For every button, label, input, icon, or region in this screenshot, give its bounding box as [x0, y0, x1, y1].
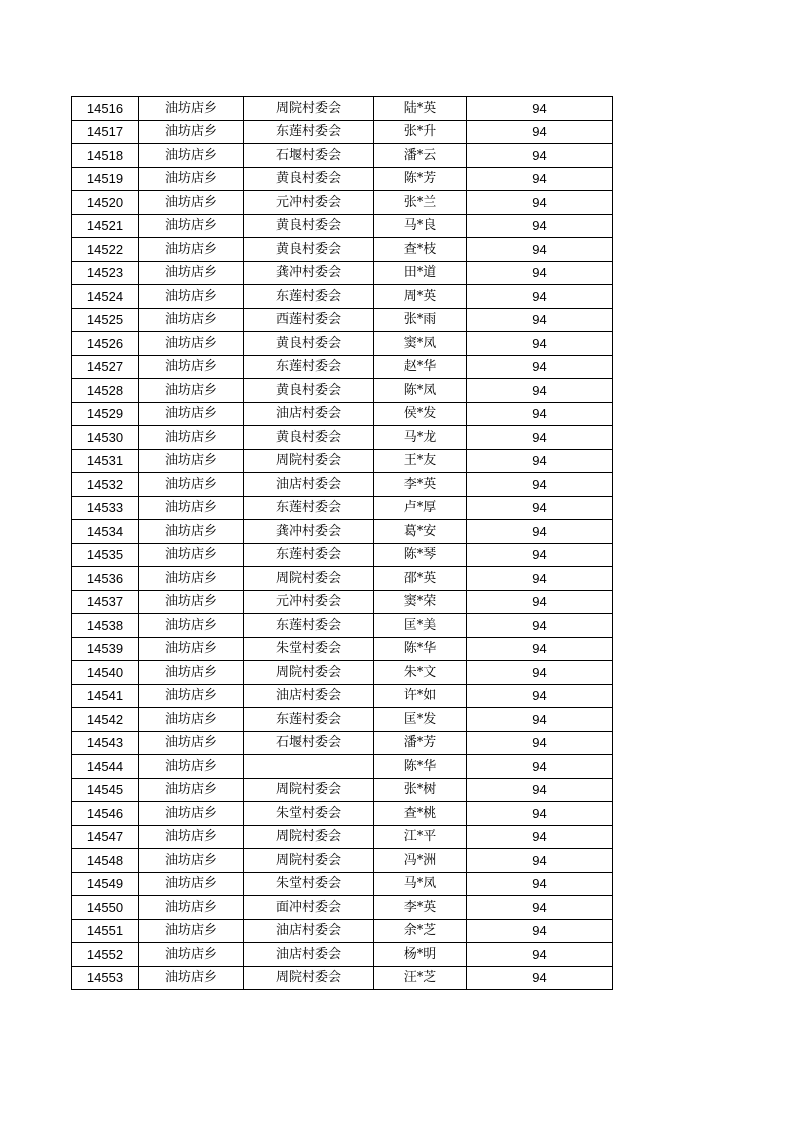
- table-row: [72, 144, 613, 168]
- township-cell: 油坊店乡: [139, 614, 244, 638]
- amount-cell: 94: [467, 97, 613, 121]
- table-row: [72, 825, 613, 849]
- table-row: [72, 379, 613, 403]
- table-row: [72, 802, 613, 826]
- table-row: [72, 543, 613, 567]
- village-committee-cell: 黄良村委会: [244, 379, 374, 403]
- record-id-cell: 14542: [72, 708, 139, 732]
- record-id-cell: 14519: [72, 167, 139, 191]
- person-name-cell: 陈*凤: [374, 379, 467, 403]
- amount-cell: 94: [467, 214, 613, 238]
- amount-cell: 94: [467, 379, 613, 403]
- township-cell: 油坊店乡: [139, 426, 244, 450]
- record-id-cell: 14544: [72, 755, 139, 779]
- record-id-cell: 14520: [72, 191, 139, 215]
- amount-cell: 94: [467, 849, 613, 873]
- amount-cell: 94: [467, 731, 613, 755]
- township-cell: 油坊店乡: [139, 872, 244, 896]
- table-row: [72, 214, 613, 238]
- village-committee-cell: 黄良村委会: [244, 426, 374, 450]
- village-committee-cell: 周院村委会: [244, 449, 374, 473]
- village-committee-cell: 油店村委会: [244, 943, 374, 967]
- township-cell: 油坊店乡: [139, 308, 244, 332]
- person-name-cell: 陈*琴: [374, 543, 467, 567]
- village-committee-cell: 龚冲村委会: [244, 520, 374, 544]
- township-cell: 油坊店乡: [139, 379, 244, 403]
- amount-cell: 94: [467, 520, 613, 544]
- amount-cell: 94: [467, 567, 613, 591]
- table-row: [72, 661, 613, 685]
- village-committee-cell: 西莲村委会: [244, 308, 374, 332]
- record-id-cell: 14522: [72, 238, 139, 262]
- amount-cell: 94: [467, 426, 613, 450]
- record-id-cell: 14546: [72, 802, 139, 826]
- table-row: [72, 590, 613, 614]
- village-committee-cell: 周院村委会: [244, 97, 374, 121]
- person-name-cell: 李*英: [374, 896, 467, 920]
- village-committee-cell: 朱堂村委会: [244, 637, 374, 661]
- roster-table-body: [72, 97, 613, 990]
- person-name-cell: 窦*荣: [374, 590, 467, 614]
- person-name-cell: 许*如: [374, 684, 467, 708]
- record-id-cell: 14523: [72, 261, 139, 285]
- amount-cell: 94: [467, 614, 613, 638]
- village-committee-cell: 元冲村委会: [244, 191, 374, 215]
- person-name-cell: 查*枝: [374, 238, 467, 262]
- township-cell: 油坊店乡: [139, 355, 244, 379]
- township-cell: 油坊店乡: [139, 449, 244, 473]
- table-row: [72, 285, 613, 309]
- record-id-cell: 14532: [72, 473, 139, 497]
- amount-cell: 94: [467, 191, 613, 215]
- table-row: [72, 167, 613, 191]
- record-id-cell: 14528: [72, 379, 139, 403]
- amount-cell: 94: [467, 238, 613, 262]
- village-committee-cell: 周院村委会: [244, 567, 374, 591]
- person-name-cell: 葛*安: [374, 520, 467, 544]
- table-row: [72, 426, 613, 450]
- person-name-cell: 陆*英: [374, 97, 467, 121]
- person-name-cell: 匡*美: [374, 614, 467, 638]
- person-name-cell: 陈*芳: [374, 167, 467, 191]
- person-name-cell: 马*凤: [374, 872, 467, 896]
- record-id-cell: 14543: [72, 731, 139, 755]
- person-name-cell: 陈*华: [374, 637, 467, 661]
- table-row: [72, 473, 613, 497]
- village-committee-cell: 周院村委会: [244, 825, 374, 849]
- record-id-cell: 14516: [72, 97, 139, 121]
- township-cell: 油坊店乡: [139, 708, 244, 732]
- amount-cell: 94: [467, 684, 613, 708]
- table-row: [72, 637, 613, 661]
- person-name-cell: 匡*发: [374, 708, 467, 732]
- amount-cell: 94: [467, 543, 613, 567]
- record-id-cell: 14518: [72, 144, 139, 168]
- person-name-cell: 张*雨: [374, 308, 467, 332]
- person-name-cell: 侯*发: [374, 402, 467, 426]
- amount-cell: 94: [467, 496, 613, 520]
- township-cell: 油坊店乡: [139, 120, 244, 144]
- township-cell: 油坊店乡: [139, 520, 244, 544]
- village-committee-cell: 周院村委会: [244, 966, 374, 990]
- village-committee-cell: 周院村委会: [244, 849, 374, 873]
- village-committee-cell: 黄良村委会: [244, 332, 374, 356]
- record-id-cell: 14537: [72, 590, 139, 614]
- township-cell: 油坊店乡: [139, 966, 244, 990]
- amount-cell: 94: [467, 332, 613, 356]
- table-row: [72, 614, 613, 638]
- person-name-cell: 查*桃: [374, 802, 467, 826]
- table-row: [72, 402, 613, 426]
- table-row: [72, 332, 613, 356]
- amount-cell: 94: [467, 167, 613, 191]
- amount-cell: 94: [467, 919, 613, 943]
- record-id-cell: 14536: [72, 567, 139, 591]
- village-committee-cell: 东莲村委会: [244, 120, 374, 144]
- township-cell: 油坊店乡: [139, 637, 244, 661]
- village-committee-cell: 东莲村委会: [244, 285, 374, 309]
- person-name-cell: 周*英: [374, 285, 467, 309]
- record-id-cell: 14541: [72, 684, 139, 708]
- village-committee-cell: 黄良村委会: [244, 167, 374, 191]
- village-committee-cell: 石堰村委会: [244, 144, 374, 168]
- record-id-cell: 14533: [72, 496, 139, 520]
- amount-cell: 94: [467, 285, 613, 309]
- amount-cell: 94: [467, 308, 613, 332]
- township-cell: 油坊店乡: [139, 684, 244, 708]
- township-cell: 油坊店乡: [139, 896, 244, 920]
- township-cell: 油坊店乡: [139, 97, 244, 121]
- amount-cell: 94: [467, 966, 613, 990]
- township-cell: 油坊店乡: [139, 943, 244, 967]
- table-row: [72, 684, 613, 708]
- person-name-cell: 田*道: [374, 261, 467, 285]
- table-row: [72, 567, 613, 591]
- township-cell: 油坊店乡: [139, 214, 244, 238]
- person-name-cell: 李*英: [374, 473, 467, 497]
- village-committee-cell: 黄良村委会: [244, 238, 374, 262]
- record-id-cell: 14539: [72, 637, 139, 661]
- amount-cell: 94: [467, 355, 613, 379]
- table-row: [72, 520, 613, 544]
- table-row: [72, 120, 613, 144]
- township-cell: 油坊店乡: [139, 802, 244, 826]
- village-committee-cell: 石堰村委会: [244, 731, 374, 755]
- person-name-cell: 张*树: [374, 778, 467, 802]
- table-row: [72, 308, 613, 332]
- record-id-cell: 14527: [72, 355, 139, 379]
- record-id-cell: 14553: [72, 966, 139, 990]
- amount-cell: 94: [467, 449, 613, 473]
- village-committee-cell: 东莲村委会: [244, 543, 374, 567]
- amount-cell: 94: [467, 872, 613, 896]
- village-committee-cell: 龚冲村委会: [244, 261, 374, 285]
- record-id-cell: 14538: [72, 614, 139, 638]
- person-name-cell: 王*友: [374, 449, 467, 473]
- township-cell: 油坊店乡: [139, 402, 244, 426]
- village-committee-cell: 东莲村委会: [244, 355, 374, 379]
- amount-cell: 94: [467, 144, 613, 168]
- village-committee-cell: 朱堂村委会: [244, 872, 374, 896]
- record-id-cell: 14524: [72, 285, 139, 309]
- person-name-cell: 朱*文: [374, 661, 467, 685]
- township-cell: 油坊店乡: [139, 167, 244, 191]
- table-row: [72, 449, 613, 473]
- village-committee-cell: [244, 755, 374, 779]
- village-committee-cell: 油店村委会: [244, 919, 374, 943]
- amount-cell: 94: [467, 402, 613, 426]
- township-cell: 油坊店乡: [139, 755, 244, 779]
- person-name-cell: 江*平: [374, 825, 467, 849]
- township-cell: 油坊店乡: [139, 473, 244, 497]
- amount-cell: 94: [467, 708, 613, 732]
- person-name-cell: 邵*英: [374, 567, 467, 591]
- township-cell: 油坊店乡: [139, 261, 244, 285]
- person-name-cell: 陈*华: [374, 755, 467, 779]
- village-committee-cell: 面冲村委会: [244, 896, 374, 920]
- amount-cell: 94: [467, 637, 613, 661]
- village-committee-cell: 东莲村委会: [244, 614, 374, 638]
- person-name-cell: 杨*明: [374, 943, 467, 967]
- table-row: [72, 943, 613, 967]
- table-row: [72, 919, 613, 943]
- person-name-cell: 马*龙: [374, 426, 467, 450]
- village-committee-cell: 朱堂村委会: [244, 802, 374, 826]
- person-name-cell: 汪*芝: [374, 966, 467, 990]
- record-id-cell: 14552: [72, 943, 139, 967]
- table-row: [72, 238, 613, 262]
- record-id-cell: 14534: [72, 520, 139, 544]
- amount-cell: 94: [467, 755, 613, 779]
- table-row: [72, 966, 613, 990]
- person-name-cell: 卢*厚: [374, 496, 467, 520]
- township-cell: 油坊店乡: [139, 496, 244, 520]
- village-committee-cell: 油店村委会: [244, 402, 374, 426]
- village-committee-cell: 周院村委会: [244, 661, 374, 685]
- record-id-cell: 14526: [72, 332, 139, 356]
- table-row: [72, 355, 613, 379]
- village-committee-cell: 周院村委会: [244, 778, 374, 802]
- record-id-cell: 14530: [72, 426, 139, 450]
- village-committee-cell: 油店村委会: [244, 473, 374, 497]
- village-committee-cell: 东莲村委会: [244, 708, 374, 732]
- amount-cell: 94: [467, 473, 613, 497]
- table-row: [72, 261, 613, 285]
- table-row: [72, 496, 613, 520]
- table-row: [72, 778, 613, 802]
- person-name-cell: 马*良: [374, 214, 467, 238]
- township-cell: 油坊店乡: [139, 567, 244, 591]
- person-name-cell: 张*兰: [374, 191, 467, 215]
- amount-cell: 94: [467, 661, 613, 685]
- table-row: [72, 755, 613, 779]
- township-cell: 油坊店乡: [139, 285, 244, 309]
- person-name-cell: 张*升: [374, 120, 467, 144]
- village-committee-cell: 东莲村委会: [244, 496, 374, 520]
- record-id-cell: 14525: [72, 308, 139, 332]
- township-cell: 油坊店乡: [139, 661, 244, 685]
- table-row: [72, 708, 613, 732]
- township-cell: 油坊店乡: [139, 191, 244, 215]
- amount-cell: 94: [467, 825, 613, 849]
- township-cell: 油坊店乡: [139, 144, 244, 168]
- table-row: [72, 896, 613, 920]
- township-cell: 油坊店乡: [139, 590, 244, 614]
- person-name-cell: 冯*洲: [374, 849, 467, 873]
- person-name-cell: 潘*云: [374, 144, 467, 168]
- table-row: [72, 872, 613, 896]
- record-id-cell: 14551: [72, 919, 139, 943]
- record-id-cell: 14517: [72, 120, 139, 144]
- record-id-cell: 14521: [72, 214, 139, 238]
- table-row: [72, 97, 613, 121]
- roster-table: [71, 96, 613, 990]
- township-cell: 油坊店乡: [139, 919, 244, 943]
- table-row: [72, 191, 613, 215]
- village-committee-cell: 黄良村委会: [244, 214, 374, 238]
- record-id-cell: 14535: [72, 543, 139, 567]
- amount-cell: 94: [467, 802, 613, 826]
- township-cell: 油坊店乡: [139, 731, 244, 755]
- township-cell: 油坊店乡: [139, 332, 244, 356]
- table-row: [72, 849, 613, 873]
- person-name-cell: 潘*芳: [374, 731, 467, 755]
- township-cell: 油坊店乡: [139, 238, 244, 262]
- township-cell: 油坊店乡: [139, 825, 244, 849]
- amount-cell: 94: [467, 120, 613, 144]
- amount-cell: 94: [467, 943, 613, 967]
- record-id-cell: 14531: [72, 449, 139, 473]
- record-id-cell: 14547: [72, 825, 139, 849]
- record-id-cell: 14548: [72, 849, 139, 873]
- township-cell: 油坊店乡: [139, 849, 244, 873]
- record-id-cell: 14545: [72, 778, 139, 802]
- record-id-cell: 14540: [72, 661, 139, 685]
- township-cell: 油坊店乡: [139, 778, 244, 802]
- record-id-cell: 14549: [72, 872, 139, 896]
- person-name-cell: 余*芝: [374, 919, 467, 943]
- village-committee-cell: 元冲村委会: [244, 590, 374, 614]
- person-name-cell: 赵*华: [374, 355, 467, 379]
- amount-cell: 94: [467, 778, 613, 802]
- township-cell: 油坊店乡: [139, 543, 244, 567]
- amount-cell: 94: [467, 590, 613, 614]
- record-id-cell: 14529: [72, 402, 139, 426]
- record-id-cell: 14550: [72, 896, 139, 920]
- village-committee-cell: 油店村委会: [244, 684, 374, 708]
- amount-cell: 94: [467, 261, 613, 285]
- table-row: [72, 731, 613, 755]
- person-name-cell: 窦*凤: [374, 332, 467, 356]
- amount-cell: 94: [467, 896, 613, 920]
